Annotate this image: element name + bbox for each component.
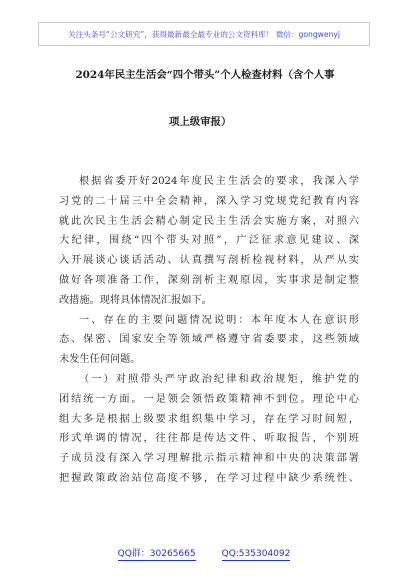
qq-contact-link[interactable]: QQ:535304092 <box>221 549 291 559</box>
text-line: （一）对照带头严守政治纪律和政治规矩，维护党的 <box>79 373 359 385</box>
text-line: 未发生任何问题。 <box>59 354 141 366</box>
paragraph <box>59 311 359 370</box>
document-title: 2024年民主生活会“四个带头”个人检查材料（含个人事 <box>75 69 335 81</box>
text-line: 根据省委开好2024年度民主生活会的要求，我深入学 <box>79 176 359 187</box>
text-line: 就此次民主生活会精心制定民主生活会实施方案，对照六 <box>59 215 359 227</box>
text-line: 入开展谈心谈话活动、认真撰写剖析检视材料，从严从实 <box>59 255 359 267</box>
text-line: 形式单调的情况，往往都是传达文件、听取报告，个别班 <box>59 433 359 445</box>
text-line: 子成员没有深入学习理解批示指示精神和中央的决策部署 <box>59 453 359 465</box>
promo-banner: 关注头条号“公文研究”，获得最新最全最专业的公文资料库！ 微信：gongwenyj <box>38 22 370 46</box>
footer-contacts <box>0 548 408 561</box>
document-title-continued: 项上级审报） <box>169 116 232 128</box>
text-line: 团结统一方面。一是领会领悟政策精神不到位。理论中心 <box>59 393 359 405</box>
text-line: 大纪律，围绕“四个带头对照”，广泛征求意见建议、深 <box>59 235 359 247</box>
text-line: 习党的二十届三中全会精神，深入学习党规党纪教育内容 <box>59 195 359 207</box>
qq-group-link[interactable]: QQ群：30265665 <box>117 549 196 559</box>
text-line: 改措施。现将具体情况汇报如下。 <box>59 294 212 306</box>
text-line: 组大多是根据上级要求组织集中学习，存在学习时间短， <box>59 413 359 425</box>
document-body <box>59 172 359 489</box>
text-line: 一、存在的主要问题情况说明：本年度本人在意识形 <box>79 314 359 326</box>
text-line: 做好各项准备工作，深刻剖析主观原因，实事求是制定整 <box>59 274 359 286</box>
paragraph <box>59 370 359 489</box>
text-line: 态、保密、国家安全等领域严格遵守省委要求，这些领域 <box>59 334 359 346</box>
text-line: 把握政策政治站位高度不够，在学习过程中缺少系统性、 <box>59 472 359 484</box>
paragraph <box>59 172 359 311</box>
